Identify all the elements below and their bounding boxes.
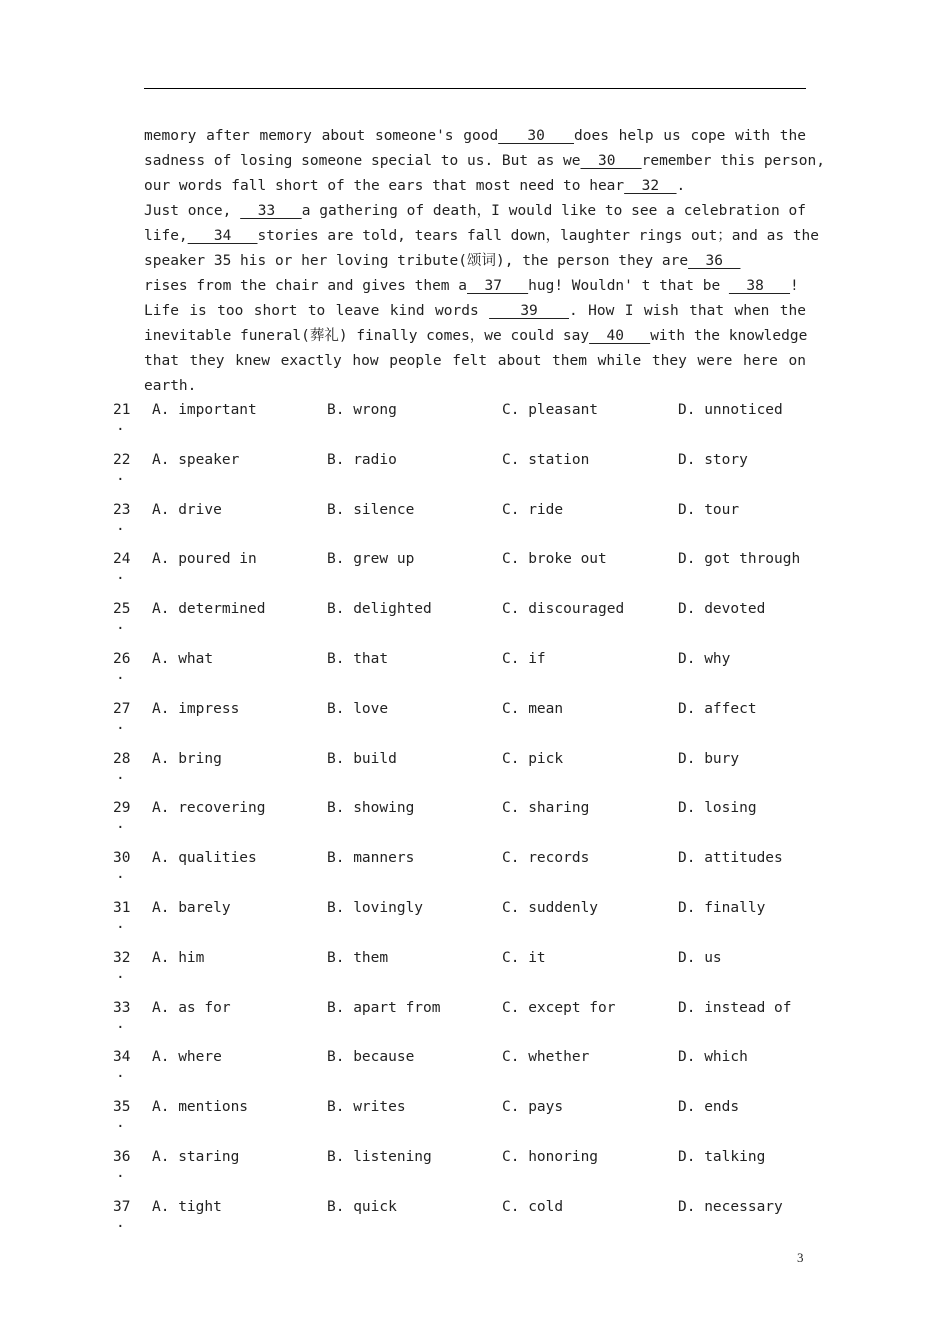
passage-line: our words fall short of the ears that most need to hear 32 . xyxy=(144,178,686,194)
option-c: C. it xyxy=(502,949,546,966)
question-row xyxy=(0,498,950,548)
question-number: 30 xyxy=(113,850,131,867)
option-b: B. listening xyxy=(327,1149,432,1165)
option-a: A. where xyxy=(152,1049,222,1066)
option-c: C. suddenly xyxy=(502,900,599,916)
passage-line: Life is too short to leave kind words 39 . How I wish that when the xyxy=(144,303,806,319)
question-number-dot: . xyxy=(116,866,125,883)
option-c: C. if xyxy=(502,651,546,667)
option-c: C. pick xyxy=(502,750,564,767)
option-a: A. impress xyxy=(152,700,240,717)
option-c: C. honoring xyxy=(502,1149,599,1165)
passage-line: memory after memory about someone's good 30 does help us cope with the xyxy=(144,128,806,144)
option-d: D. tour xyxy=(678,501,740,518)
option-d: D. ends xyxy=(678,1099,740,1116)
question-number: 32 xyxy=(113,949,131,966)
question-number: 21 xyxy=(113,402,131,418)
blank-40: 40 xyxy=(589,328,651,344)
option-d: D. instead of xyxy=(678,999,792,1016)
question-number-dot: . xyxy=(116,467,125,484)
blank-37: 37 xyxy=(467,278,529,294)
option-d: D. losing xyxy=(678,800,757,817)
option-d: D. us xyxy=(678,949,722,966)
passage-line: Just once, 33 a gathering of death，I would like to see a celebration of xyxy=(144,203,806,219)
option-b: B. apart from xyxy=(327,999,441,1016)
question-number: 29 xyxy=(113,800,131,817)
question-number-dot: . xyxy=(116,517,125,534)
option-c: C. whether xyxy=(502,1049,590,1066)
question-number: 37 xyxy=(113,1198,131,1215)
blank-32: 32 xyxy=(624,178,677,194)
option-b: B. them xyxy=(327,949,389,966)
option-a: A. as for xyxy=(152,999,231,1016)
question-row xyxy=(0,1145,950,1195)
question-row xyxy=(0,1095,950,1145)
option-a: A. recovering xyxy=(152,800,266,817)
question-number-dot: . xyxy=(116,1214,125,1231)
passage-line: sadness of losing someone special to us. But as we 30 remember this person, xyxy=(144,153,825,169)
question-number-dot: . xyxy=(116,567,125,584)
option-c: C. station xyxy=(502,451,590,468)
option-c: C. sharing xyxy=(502,800,590,817)
blank-39: 39 xyxy=(489,303,569,319)
passage-line: rises from the chair and gives them a 37 hug! Wouldn' t that be 38 ! xyxy=(144,278,799,294)
passage xyxy=(144,124,825,399)
question-number: 36 xyxy=(113,1149,131,1165)
passage-line: earth. xyxy=(144,378,197,394)
option-b: B. radio xyxy=(327,451,397,468)
question-number: 31 xyxy=(113,900,131,916)
option-d: D. necessary xyxy=(678,1198,783,1215)
option-d: D. affect xyxy=(678,700,757,717)
question-number-dot: . xyxy=(116,916,125,932)
question-number: 33 xyxy=(113,999,131,1016)
question-row xyxy=(0,896,950,946)
option-c: C. pays xyxy=(502,1099,564,1116)
question-row xyxy=(0,747,950,797)
option-b: B. silence xyxy=(327,501,415,518)
question-row xyxy=(0,1195,950,1245)
question-row xyxy=(0,597,950,647)
question-row xyxy=(0,1045,950,1095)
question-number-dot: . xyxy=(116,716,125,733)
option-c: C. pleasant xyxy=(502,402,599,418)
option-c: C. except for xyxy=(502,999,616,1016)
blank-38: 38 xyxy=(728,278,791,294)
passage-line: inevitable funeral(葬礼) finally comes，we could say 40 with the knowledge xyxy=(144,328,808,344)
option-a: A. tight xyxy=(152,1198,222,1215)
option-a: A. what xyxy=(152,651,214,667)
option-a: A. speaker xyxy=(152,451,240,468)
option-a: A. mentions xyxy=(152,1099,249,1116)
page-number: 3 xyxy=(797,1250,804,1265)
option-b: B. grew up xyxy=(327,551,415,568)
option-d: D. talking xyxy=(678,1149,766,1165)
option-d: D. story xyxy=(678,451,748,468)
question-row xyxy=(0,697,950,747)
blank-33: 33 xyxy=(240,203,302,219)
blank-36: 36 xyxy=(688,253,741,269)
option-d: D. unnoticed xyxy=(678,402,783,418)
option-d: D. why xyxy=(678,651,731,667)
question-row xyxy=(0,647,950,697)
blank-30b: 30 xyxy=(580,153,642,169)
option-c: C. discouraged xyxy=(502,601,625,618)
question-number-dot: . xyxy=(116,418,125,434)
question-number: 27 xyxy=(113,700,131,717)
question-number-dot: . xyxy=(116,1015,125,1032)
question-number-dot: . xyxy=(116,766,125,783)
option-b: B. lovingly xyxy=(327,900,424,916)
option-a: A. determined xyxy=(152,601,266,618)
option-a: A. barely xyxy=(152,900,231,916)
question-number-dot: . xyxy=(116,1165,125,1181)
option-b: B. showing xyxy=(327,800,415,817)
option-a: A. poured in xyxy=(152,551,257,568)
blank-30: 30 xyxy=(498,128,575,144)
option-c: C. mean xyxy=(502,700,564,717)
question-number-dot: . xyxy=(116,667,125,683)
question-row xyxy=(0,946,950,996)
option-d: D. got through xyxy=(678,551,801,568)
option-a: A. bring xyxy=(152,750,222,767)
option-b: B. manners xyxy=(327,850,415,867)
option-b: B. wrong xyxy=(327,402,397,418)
question-row xyxy=(0,996,950,1046)
question-number-dot: . xyxy=(116,965,125,982)
option-b: B. build xyxy=(327,750,397,767)
header-rule xyxy=(144,88,806,89)
option-a: A. drive xyxy=(152,501,222,518)
question-row xyxy=(0,547,950,597)
option-a: A. qualities xyxy=(152,850,257,867)
option-d: D. bury xyxy=(678,750,740,767)
option-c: C. cold xyxy=(502,1198,564,1215)
option-d: D. which xyxy=(678,1049,748,1066)
option-b: B. love xyxy=(327,700,389,717)
question-row xyxy=(0,448,950,498)
question-row xyxy=(0,398,950,448)
option-a: A. him xyxy=(152,949,205,966)
question-number: 23 xyxy=(113,501,131,518)
option-b: B. writes xyxy=(327,1099,406,1116)
option-b: B. quick xyxy=(327,1198,397,1215)
question-row xyxy=(0,796,950,846)
option-d: D. devoted xyxy=(678,601,766,618)
option-d: D. finally xyxy=(678,900,766,916)
question-number: 25 xyxy=(113,601,131,618)
question-number-dot: . xyxy=(116,816,125,833)
question-number: 28 xyxy=(113,750,131,767)
option-b: B. because xyxy=(327,1049,415,1066)
option-b: B. that xyxy=(327,651,389,667)
question-number: 22 xyxy=(113,451,131,468)
option-a: A. staring xyxy=(152,1149,240,1165)
question-number-dot: . xyxy=(116,1065,125,1082)
question-number: 24 xyxy=(113,551,131,568)
question-number-dot: . xyxy=(116,1115,125,1132)
passage-line: speaker 35 his or her loving tribute(颂词), the person they are 36 xyxy=(144,253,741,269)
option-c: C. broke out xyxy=(502,551,607,568)
question-row xyxy=(0,846,950,896)
option-c: C. ride xyxy=(502,501,564,518)
option-d: D. attitudes xyxy=(678,850,783,867)
blank-34: 34 xyxy=(187,228,258,244)
question-number: 34 xyxy=(113,1049,131,1066)
passage-line: life, 34 stories are told, tears fall down，laughter rings out；and as the xyxy=(144,228,820,244)
question-number: 26 xyxy=(113,651,131,667)
question-number: 35 xyxy=(113,1099,131,1116)
question-number-dot: . xyxy=(116,617,125,634)
option-c: C. records xyxy=(502,850,590,867)
option-b: B. delighted xyxy=(327,601,432,618)
option-a: A. important xyxy=(152,402,257,418)
passage-line: that they knew exactly how people felt about them while they were here on xyxy=(144,353,806,369)
